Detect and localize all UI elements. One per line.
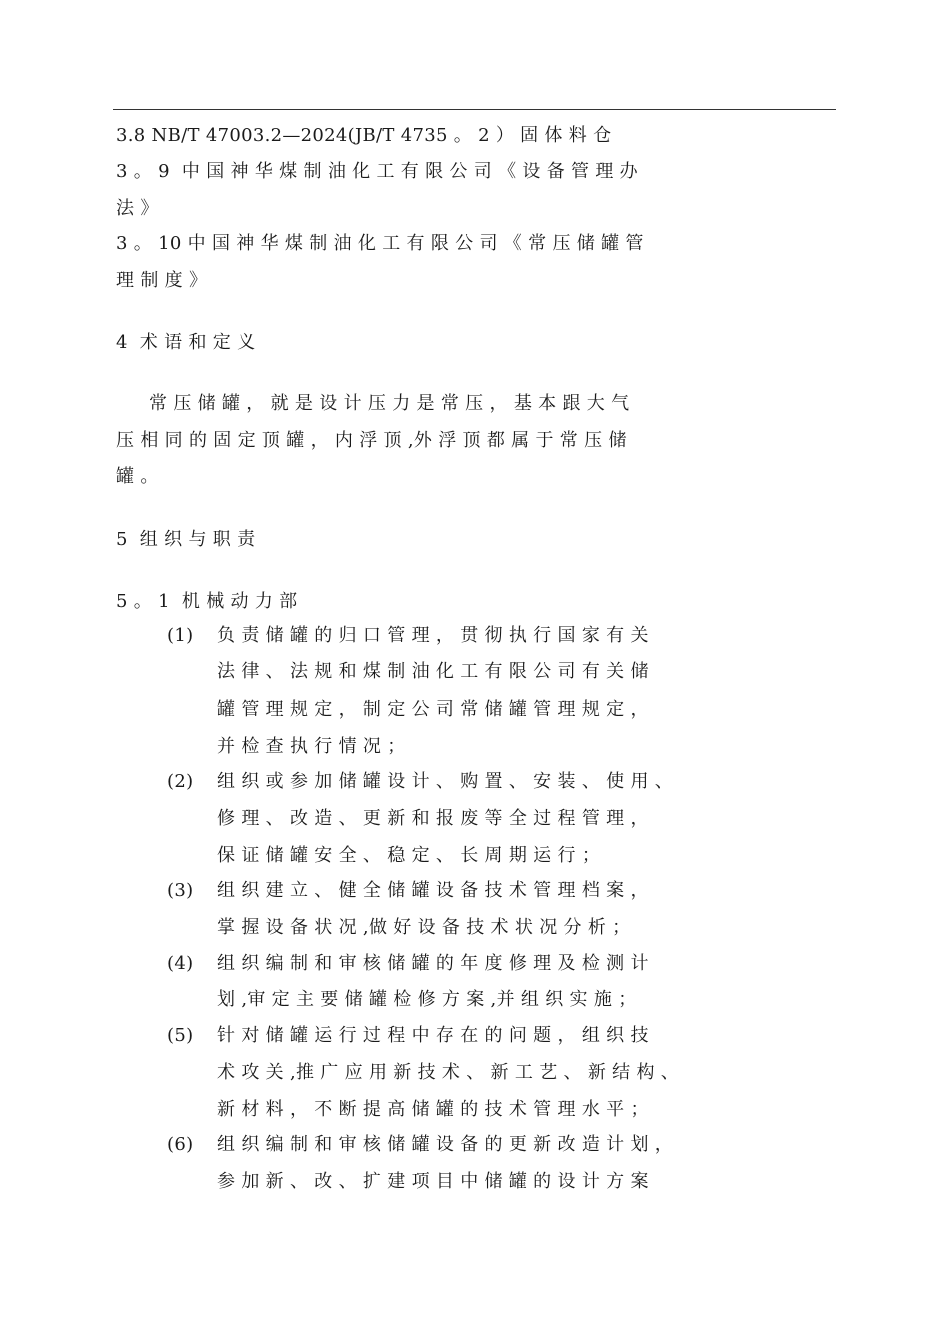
item-line: 术 攻 关 ,推 广 应 用 新 技 术 、 新 工 艺 、 新 结 构 、: [217, 1062, 680, 1083]
item-line: 划 ,审 定 主 要 储 罐 检 修 方 案 ,并 组 织 实 施 ；: [217, 989, 637, 1010]
item-number: (1): [167, 625, 194, 646]
reference-3-10-cont: 理 制 度 》: [116, 270, 208, 291]
header-rule: [113, 109, 836, 110]
item-line: 组 织 建 立 、 健 全 储 罐 设 备 技 术 管 理 档 案 ，: [217, 880, 649, 901]
reference-3-9-cont: 法 》: [116, 198, 159, 219]
item-line: 保 证 储 罐 安 全 、 稳 定 、 长 周 期 运 行 ；: [217, 845, 601, 866]
reference-3-9: 3 。 9 中 国 神 华 煤 制 油 化 工 有 限 公 司 《 设 备 管 理 办: [116, 161, 638, 182]
item-line: 组 织 编 制 和 审 核 储 罐 的 年 度 修 理 及 检 测 计: [217, 953, 649, 974]
item-number: (6): [167, 1134, 194, 1155]
item-line: 法 律 、 法 规 和 煤 制 油 化 工 有 限 公 司 有 关 储: [217, 661, 649, 682]
section-4-heading: 4 术 语 和 定 义: [116, 332, 256, 353]
item-line: 并 检 查 执 行 情 况 ；: [217, 736, 406, 757]
item-number: (5): [167, 1025, 194, 1046]
item-line: 参 加 新 、 改 、 扩 建 项 目 中 储 罐 的 设 计 方 案: [217, 1171, 649, 1192]
section-4-para-line: 压 相 同 的 固 定 顶 罐 ， 内 浮 顶 ,外 浮 顶 都 属 于 常 压 储: [116, 430, 627, 451]
section-4-para-line: 常 压 储 罐 ， 就 是 设 计 压 力 是 常 压 ， 基 本 跟 大 气: [149, 393, 630, 414]
item-line: 针 对 储 罐 运 行 过 程 中 存 在 的 问 题 ， 组 织 技: [217, 1025, 649, 1046]
item-number: (3): [167, 880, 194, 901]
section-5-heading: 5 组 织 与 职 责: [116, 529, 256, 550]
section-5-1-heading: 5 。 1 机 械 动 力 部: [116, 591, 298, 612]
section-4-para-line: 罐 。: [116, 466, 159, 487]
item-number: (2): [167, 771, 194, 792]
item-line: 罐 管 理 规 定 ， 制 定 公 司 常 储 罐 管 理 规 定 ，: [217, 699, 649, 720]
reference-3-8: 3.8 NB/T 47003.2—2024(JB/T 4735 。 2 ） 固 体 料 仓: [116, 125, 612, 146]
item-line: 负 责 储 罐 的 归 口 管 理 ， 贯 彻 执 行 国 家 有 关: [217, 625, 649, 646]
item-line: 掌 握 设 备 状 况 ,做 好 设 备 技 术 状 况 分 析 ；: [217, 917, 631, 938]
item-line: 组 织 编 制 和 审 核 储 罐 设 备 的 更 新 改 造 计 划 ，: [217, 1134, 674, 1155]
item-line: 组 织 或 参 加 储 罐 设 计 、 购 置 、 安 装 、 使 用 、: [217, 771, 674, 792]
item-number: (4): [167, 953, 194, 974]
item-line: 新 材 料 ， 不 断 提 高 储 罐 的 技 术 管 理 水 平 ；: [217, 1099, 649, 1120]
item-line: 修 理 、 改 造 、 更 新 和 报 废 等 全 过 程 管 理 ，: [217, 808, 649, 829]
reference-3-10: 3 。 10 中 国 神 华 煤 制 油 化 工 有 限 公 司 《 常 压 储 罐 管: [116, 233, 644, 254]
